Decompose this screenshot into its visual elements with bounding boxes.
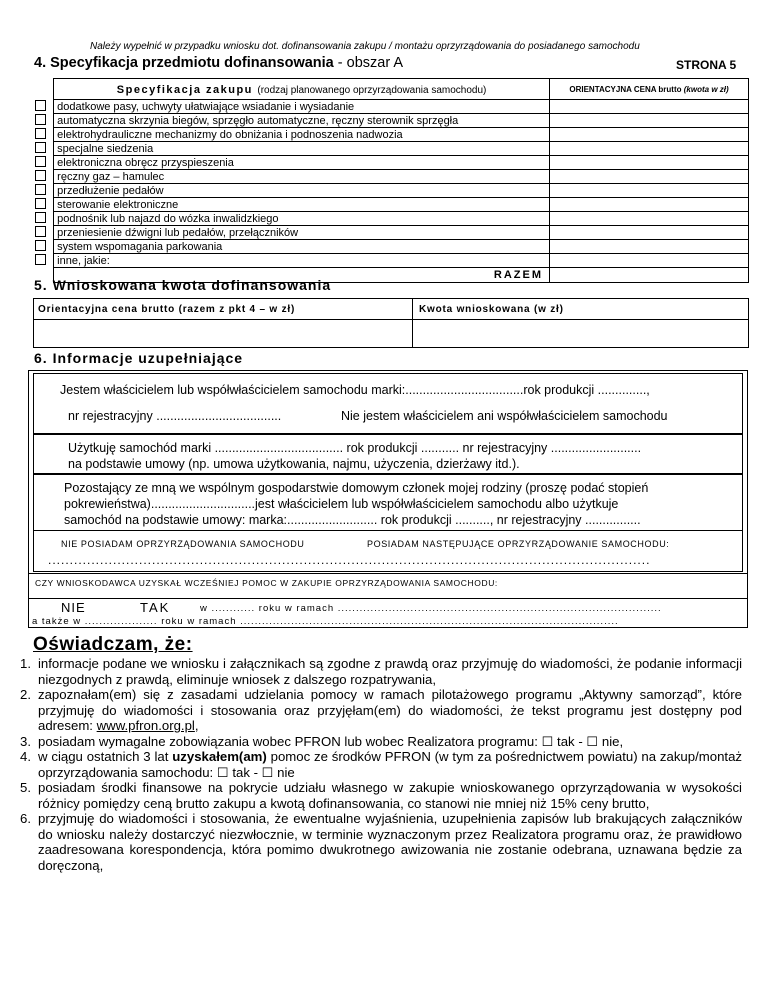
spec-price-field[interactable] bbox=[550, 128, 749, 142]
spec-row bbox=[35, 184, 749, 198]
spec-checkbox-cell bbox=[35, 128, 54, 142]
declaration-item-6 bbox=[20, 811, 742, 873]
spec-checkbox[interactable] bbox=[35, 142, 46, 153]
declaration-item-3 bbox=[20, 734, 742, 750]
prior-aid-no-option[interactable]: NIE bbox=[61, 600, 86, 615]
spec-checkbox-cell bbox=[35, 212, 54, 226]
spec-checkbox-cell bbox=[35, 114, 54, 128]
spec-price-field[interactable] bbox=[550, 100, 749, 114]
spec-label: Specyfikacja zakupu bbox=[116, 84, 253, 96]
section5-title: 5. Wnioskowana kwota dofinansowania bbox=[34, 277, 332, 293]
declaration-text: przyjmuję do wiadomości i stosowania, że ewentualne wyjaśnienia, uzupełnienia zapisów lub brakujących załączników do wniosku należy dostarczyć niezwłocznie, w terminie wyznaczonym przez Realizatora programu oraz, że prawidłowo zaadresowana korespondencja, która pomimo dwukrotnego awizowania nie zostanie odebrana, uznawana będzie za doręczoną, bbox=[38, 811, 742, 873]
spec-item-label: specjalne siedzenia bbox=[54, 142, 550, 156]
declaration-num: 4. bbox=[20, 749, 31, 764]
spec-checkbox[interactable] bbox=[35, 254, 46, 265]
spec-row bbox=[35, 114, 749, 128]
spec-checkbox[interactable] bbox=[35, 100, 46, 111]
spec-item-label: inne, jakie: bbox=[54, 254, 550, 268]
family-line3: samochód na podstawie umowy: marka:.......................... rok produkcji .........., nr rejestracyjny ................ bbox=[64, 513, 641, 527]
declaration-item-2 bbox=[20, 687, 742, 734]
declaration-item-1 bbox=[20, 656, 742, 687]
declaration-text: informacje podane we wniosku i załącznikach są zgodne z prawdą oraz przyjmuję do wiadomości, że podanie informacji niezgodnych z prawdą, eliminuje wniosek z dalszego rozpatrywania, bbox=[38, 656, 742, 687]
section6-title: 6. Informacje uzupełniające bbox=[34, 350, 244, 366]
spec-row bbox=[35, 128, 749, 142]
spec-item-label: dodatkowe pasy, uchwyty ułatwiające wsiadanie i wysiadanie bbox=[54, 100, 550, 114]
has-equipment-option[interactable]: POSIADAM NASTĘPUJĄCE OPRZYRZĄDOWANIE SAMOCHODU: bbox=[367, 539, 670, 549]
declaration-text-end: , bbox=[194, 718, 199, 733]
declaration-text: w ciągu ostatnich 3 lat bbox=[38, 749, 173, 764]
declaration-item-5 bbox=[20, 780, 742, 811]
spec-row bbox=[35, 142, 749, 156]
declaration-num: 2. bbox=[20, 687, 31, 702]
spec-header-cell bbox=[54, 79, 550, 100]
total-value-field[interactable] bbox=[550, 268, 749, 283]
price-unit: (kwota w zł) bbox=[683, 84, 729, 94]
declaration-text-end: pomoc ze środków PFRON (w tym za pośrednictwem powiatu) na zakup/montaż oprzyrządowania samochodu: ☐ tak - ☐ nie bbox=[38, 749, 742, 780]
section4-title-text: 4. Specyfikacja przedmiotu dofinansowania bbox=[34, 55, 334, 71]
spec-row bbox=[35, 156, 749, 170]
spec-price-field[interactable] bbox=[550, 170, 749, 184]
spec-header-row bbox=[35, 79, 749, 100]
section4-area: - obszar A bbox=[333, 55, 404, 71]
spec-price-field[interactable] bbox=[550, 156, 749, 170]
spec-row bbox=[35, 212, 749, 226]
prior-aid-yes-details[interactable]: w ............ roku w ramach ......................................................................................... bbox=[200, 603, 662, 614]
spec-price-field[interactable] bbox=[550, 114, 749, 128]
spec-item-label: elektrohydrauliczne mechanizmy do obniżania i podnoszenia nadwozia bbox=[54, 128, 550, 142]
declaration-text: posiadam środki finansowe na pokrycie udziału własnego w zakupie wnioskowanego oprzyrządowania w wysokości różnicy pomiędzy ceną brutto zakupu a kwotą dofinansowania, co stanowi nie mniej niż 15% ceny brutto, bbox=[38, 780, 742, 811]
section5-col2-label: Kwota wnioskowana (w zł) bbox=[419, 304, 564, 315]
prior-aid-question: CZY WNIOSKODAWCA UZYSKAŁ WCZEŚNIEJ POMOC W ZAKUPIE OPRZYRZĄDOWANIA SAMOCHODU: bbox=[35, 578, 498, 588]
spec-checkbox[interactable] bbox=[35, 128, 46, 139]
declaration-item-4 bbox=[20, 749, 742, 780]
spec-checkbox-cell bbox=[35, 226, 54, 240]
spec-item-label: elektroniczna obręcz przyspieszenia bbox=[54, 156, 550, 170]
spec-checkbox[interactable] bbox=[35, 184, 46, 195]
spec-item-label: podnośnik lub najazd do wózka inwalidzkiego bbox=[54, 212, 550, 226]
spec-row bbox=[35, 198, 749, 212]
spec-row bbox=[35, 100, 749, 114]
spec-row bbox=[35, 240, 749, 254]
spec-item-label: system wspomagania parkowania bbox=[54, 240, 550, 254]
spec-row bbox=[35, 170, 749, 184]
spec-checkbox[interactable] bbox=[35, 170, 46, 181]
spec-checkbox[interactable] bbox=[35, 212, 46, 223]
spec-price-field[interactable] bbox=[550, 212, 749, 226]
spec-row bbox=[35, 254, 749, 268]
form-note: Należy wypełnić w przypadku wniosku dot. dofinansowania zakupu / montażu oprzyrządowania do posiadanego samochodu bbox=[90, 41, 640, 52]
user-line2: na podstawie umowy (np. umowa użytkowania, najmu, użyczenia, dzierżawy itd.). bbox=[68, 457, 520, 471]
declaration-text: posiadam wymagalne zobowiązania wobec PFRON lub wobec Realizatora programu: ☐ tak - ☐ nie, bbox=[38, 733, 624, 749]
section4-title bbox=[34, 55, 403, 71]
spec-price-field[interactable] bbox=[550, 198, 749, 212]
spec-checkbox-cell bbox=[35, 184, 54, 198]
owner-reg-line: nr rejestracyjny .................................... bbox=[68, 409, 282, 423]
owner-line1: Jestem właścicielem lub współwłaścicielem samochodu marki:..................................rok produkcji .............., bbox=[60, 383, 650, 397]
spec-item-label: sterowanie elektroniczne bbox=[54, 198, 550, 212]
spec-checkbox-cell bbox=[35, 100, 54, 114]
equipment-field[interactable]: ........................................................................................................................................... bbox=[48, 553, 651, 567]
spec-checkbox-cell bbox=[35, 198, 54, 212]
total-label: RAZEM bbox=[54, 268, 550, 283]
spec-checkbox[interactable] bbox=[35, 198, 46, 209]
spec-price-field[interactable] bbox=[550, 142, 749, 156]
spec-item-label: automatyczna skrzynia biegów, sprzęgło automatyczne, ręczny sterownik sprzęgła bbox=[54, 114, 550, 128]
family-line1: Pozostający ze mną we wspólnym gospodarstwie domowym członek mojej rodziny (proszę podać stopień bbox=[64, 481, 649, 495]
spec-item-label: ręczny gaz – hamulec bbox=[54, 170, 550, 184]
price-label: ORIENTACYJNA CENA brutto bbox=[569, 84, 682, 94]
spec-price-field[interactable] bbox=[550, 226, 749, 240]
page-number: STRONA 5 bbox=[676, 58, 737, 72]
not-owner-option[interactable]: Nie jestem właścicielem ani współwłaścicielem samochodu bbox=[341, 409, 668, 423]
declaration-text: zapoznałam(em) się z zasadami udzielania pomocy w ramach pilotażowego programu „Aktywny samorząd”, które przyjmuję do wiadomości i stosowania oraz przyjęłam(em) do wiadomości, że tekst programu jest dostępny pod adresem: bbox=[38, 687, 742, 733]
family-line2: pokrewieństwa)..............................jest właścicielem lub współwłaścicielem samochodu albo użytkuje bbox=[64, 497, 619, 511]
spec-checkbox[interactable] bbox=[35, 114, 46, 125]
pfron-link[interactable]: www.pfron.org.pl bbox=[96, 718, 195, 733]
spec-row bbox=[35, 226, 749, 240]
spec-price-field[interactable] bbox=[550, 254, 749, 268]
section5-col1-label: Orientacyjna cena brutto (razem z pkt 4 – w zł) bbox=[38, 304, 296, 315]
declaration-title: Oświadczam, że: bbox=[33, 634, 193, 655]
price-gross-field[interactable] bbox=[34, 320, 413, 347]
spec-price-field[interactable] bbox=[550, 184, 749, 198]
requested-amount-field[interactable] bbox=[413, 320, 748, 347]
spec-checkbox-cell bbox=[35, 240, 54, 254]
section5-box bbox=[33, 298, 749, 348]
declaration-num: 1. bbox=[20, 656, 31, 671]
spec-checkbox-cell bbox=[35, 142, 54, 156]
spec-checkbox-cell bbox=[35, 170, 54, 184]
declaration-num: 5. bbox=[20, 780, 31, 795]
declaration-bold: uzyskałem(am) bbox=[172, 749, 267, 764]
spec-checkbox[interactable] bbox=[35, 240, 46, 251]
spec-item-label: przedłużenie pedałów bbox=[54, 184, 550, 198]
spec-item-label: przeniesienie dźwigni lub pedałów, przełączników bbox=[54, 226, 550, 240]
declaration-num: 3. bbox=[20, 733, 31, 749]
spec-checkbox-cell bbox=[35, 254, 54, 268]
prior-aid-divider bbox=[28, 598, 748, 599]
price-header-cell bbox=[550, 79, 749, 100]
spec-table bbox=[35, 78, 749, 283]
section5-col2-header bbox=[413, 299, 748, 320]
spec-checkbox[interactable] bbox=[35, 156, 46, 167]
spec-price-field[interactable] bbox=[550, 240, 749, 254]
declaration-num: 6. bbox=[20, 811, 31, 826]
spec-checkbox-cell bbox=[35, 156, 54, 170]
prior-aid-yes-option[interactable]: TAK bbox=[140, 600, 171, 615]
spec-sublabel: (rodzaj planowanego oprzyrządowania samochodu) bbox=[257, 85, 487, 96]
declaration-list bbox=[20, 656, 742, 873]
spec-checkbox[interactable] bbox=[35, 226, 46, 237]
prior-aid-also-details[interactable]: a także w .................... roku w ramach ........................................................................................................ bbox=[32, 616, 619, 627]
section5-col1-header bbox=[34, 299, 413, 320]
no-equipment-option[interactable]: NIE POSIADAM OPRZYRZĄDOWANIA SAMOCHODU bbox=[61, 539, 305, 549]
user-line1: Użytkuję samochód marki ..................................... rok produkcji ........... nr rejestracyjny .......................... bbox=[68, 441, 642, 455]
